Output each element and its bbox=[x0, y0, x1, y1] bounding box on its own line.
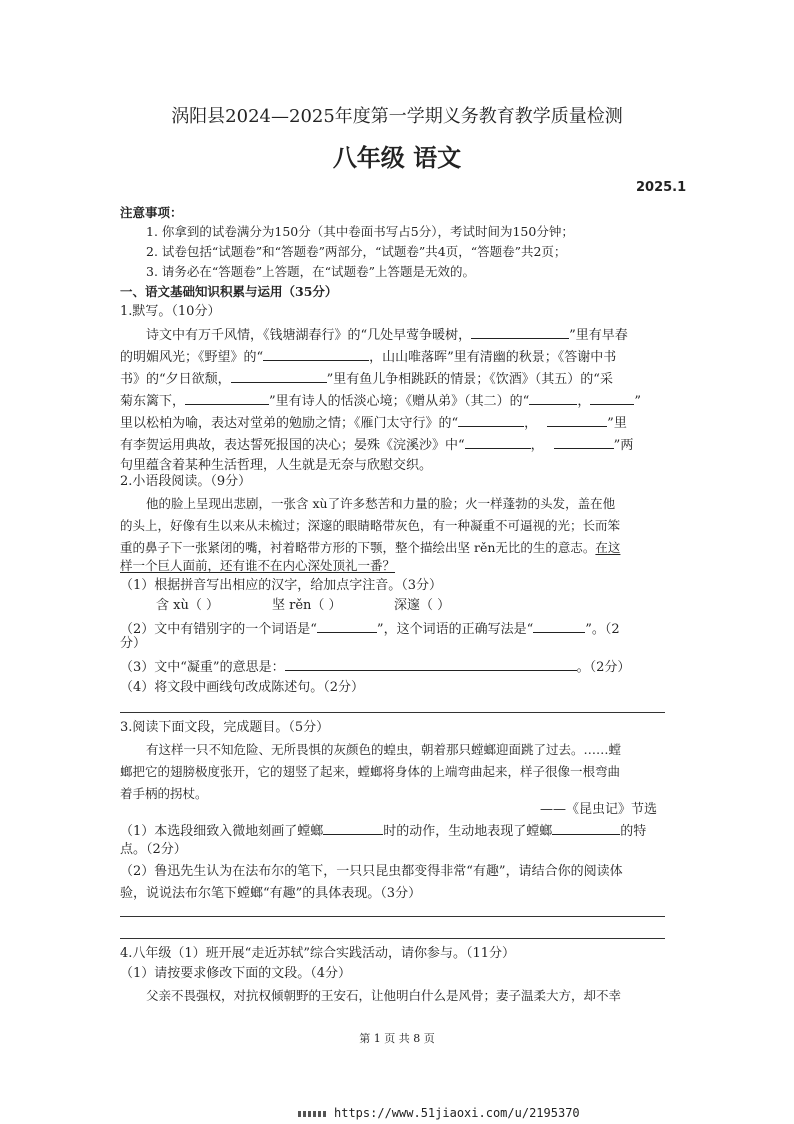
answer-blank[interactable] bbox=[323, 822, 383, 835]
q3-sub-1-cont: 点。（2分） bbox=[120, 842, 187, 857]
q2-sub-1-c: 深邃（ ） bbox=[394, 598, 451, 613]
notice-item-3: 3. 请务必在“答题卷”上答题，在“试题卷”上答题是无效的。 bbox=[146, 264, 475, 279]
answer-line[interactable] bbox=[120, 712, 665, 713]
exam-title: 涡阳县2024—2025年度第一学期义务教育教学质量检测 bbox=[171, 106, 623, 127]
answer-blank[interactable] bbox=[533, 620, 585, 633]
q3-source: ——《昆虫记》节选 bbox=[540, 802, 658, 817]
q2-passage-line-1: 他的脸上呈现出悲剧，一张含 xù了许多愁苦和力量的脸；火一样蓬勃的头发，盖在他 bbox=[146, 496, 616, 511]
q2-passage-line-4: 样一个巨人面前，还有谁不在内心深处顶礼一番？ bbox=[120, 558, 396, 573]
answer-blank[interactable] bbox=[547, 414, 607, 427]
q3-sub-1: （1）本选段细致入微地刻画了螳螂 时的动作，生动地表现了螳螂 的特 bbox=[120, 824, 647, 839]
notice-heading: 注意事项： bbox=[120, 205, 183, 220]
q1-line-2: 的明媚风光；《野望》的“ ，山山唯落晖”里有清幽的秋景；《答谢中书 bbox=[120, 350, 617, 365]
q2-passage-line-3: 重的鼻子下一张紧闭的嘴，衬着略带方形的下颚，整个描绘出坚 rěn无比的生的意志。在这 bbox=[120, 540, 621, 555]
answer-blank[interactable] bbox=[590, 392, 634, 405]
watermark bbox=[298, 1106, 580, 1120]
answer-blank[interactable] bbox=[458, 414, 524, 427]
watermark-logo-icon bbox=[298, 1111, 328, 1117]
q3-passage-line-1: 有这样一只不知危险、无所畏惧的灰颜色的蝗虫，朝着那只螳螂迎面跳了过去。……螳 bbox=[146, 742, 622, 757]
q3-sub-2-line-1: （2）鲁迅先生认为在法布尔的笔下，一只只昆虫都变得非常“有趣”，请结合你的阅读体 bbox=[120, 864, 623, 879]
notice-item-2: 2. 试卷包括“试题卷”和“答题卷”两部分，“试题卷”共4页，“答题卷”共2页； bbox=[146, 244, 567, 259]
answer-blank[interactable] bbox=[285, 658, 577, 671]
page-number: 第 1 页 共 8 页 bbox=[359, 1032, 435, 1045]
q1-line-5: 里以松柏为喻，表达对堂弟的勉励之情；《雁门太守行》的“ ， ”里 bbox=[120, 416, 627, 431]
exam-subtitle: 八年级 语文 bbox=[332, 143, 462, 172]
watermark-url: https://www.51jiaoxi.com/u/2195370 bbox=[334, 1106, 580, 1120]
q3-sub-2-line-2: 验，说说法布尔笔下螳螂“有趣”的具体表现。（3分） bbox=[120, 886, 422, 901]
answer-blank[interactable] bbox=[317, 620, 377, 633]
q3-label: 3.阅读下面文段，完成题目。（5分） bbox=[120, 720, 330, 735]
q4-passage-line-1: 父亲不畏强权，对抗权倾朝野的王安石，让他明白什么是风骨；妻子温柔大方，却不幸 bbox=[146, 988, 622, 1003]
q1-label: 1.默写。（10分） bbox=[120, 304, 221, 319]
exam-date: 2025.1 bbox=[636, 180, 687, 195]
answer-blank[interactable] bbox=[552, 822, 620, 835]
answer-blank[interactable] bbox=[465, 436, 531, 449]
answer-blank[interactable] bbox=[529, 392, 577, 405]
q3-passage-line-2: 螂把它的翅膀极度张开，它的翅竖了起来，螳螂将身体的上端弯曲起来，样子很像一根弯曲 bbox=[120, 764, 621, 779]
section-1-heading: 一、语文基础知识积累与运用（35分） bbox=[120, 284, 338, 299]
underlined-sentence: 在这 bbox=[595, 540, 621, 555]
answer-blank[interactable] bbox=[263, 348, 369, 361]
q1-line-7: 句里蕴含着某种生活哲理，人生就是无奈与欣慰交织。 bbox=[120, 458, 433, 473]
answer-line[interactable] bbox=[120, 916, 665, 917]
answer-blank[interactable] bbox=[471, 326, 569, 339]
q2-sub-1-a: 含 xù（ ） bbox=[156, 598, 219, 613]
q1-line-1: 诗文中有万千风情，《钱塘湖春行》的“几处早莺争暖树， ”里有早春 bbox=[146, 328, 628, 343]
answer-blank[interactable] bbox=[554, 436, 614, 449]
q1-line-4: 菊东篱下， ”里有诗人的恬淡心境；《赠从弟》（其二）的“ ， ” bbox=[120, 394, 641, 409]
q3-passage-line-3: 着手柄的拐杖。 bbox=[120, 786, 208, 801]
q2-sub-3: （3）文中“凝重”的意思是： 。（2分） bbox=[120, 660, 631, 675]
answer-blank[interactable] bbox=[185, 392, 269, 405]
answer-blank[interactable] bbox=[231, 370, 327, 383]
q2-sub-1: （1）根据拼音写出相应的汉字，给加点字注音。（3分） bbox=[120, 578, 443, 593]
q1-line-6: 有李贺运用典故，表达誓死报国的决心；晏殊《浣溪沙》中“ ， ”两 bbox=[120, 438, 634, 453]
q2-sub-1-b: 坚 rěn（ ） bbox=[272, 598, 342, 613]
q1-line-3: 书》的“夕日欲颓， ”里有鱼儿争相跳跃的情景；《饮酒》（其五）的“采 bbox=[120, 372, 613, 387]
q2-sub-4: （4）将文段中画线句改成陈述句。（2分） bbox=[120, 680, 365, 695]
notice-item-1: 1. 你拿到的试卷满分为150分（其中卷面书写占5分），考试时间为150分钟； bbox=[146, 224, 574, 239]
q2-passage-line-2: 的头上，好像有生以来从未梳过；深邃的眼睛略带灰色，有一种凝重不可逼视的光；长而笨 bbox=[120, 518, 621, 533]
q4-sub-1: （1）请按要求修改下面的文段。（4分） bbox=[120, 966, 352, 981]
q2-label: 2.小语段阅读。（9分） bbox=[120, 474, 252, 489]
q4-label: 4.八年级（1）班开展“走近苏轼”综合实践活动，请你参与。（11分） bbox=[120, 946, 516, 961]
answer-line[interactable] bbox=[120, 938, 665, 939]
q2-sub-2-cont: 分） bbox=[120, 636, 147, 651]
q2-sub-2: （2）文中有错别字的一个词语是“ ”，这个词语的正确写法是“ ”。（2 bbox=[120, 622, 620, 637]
